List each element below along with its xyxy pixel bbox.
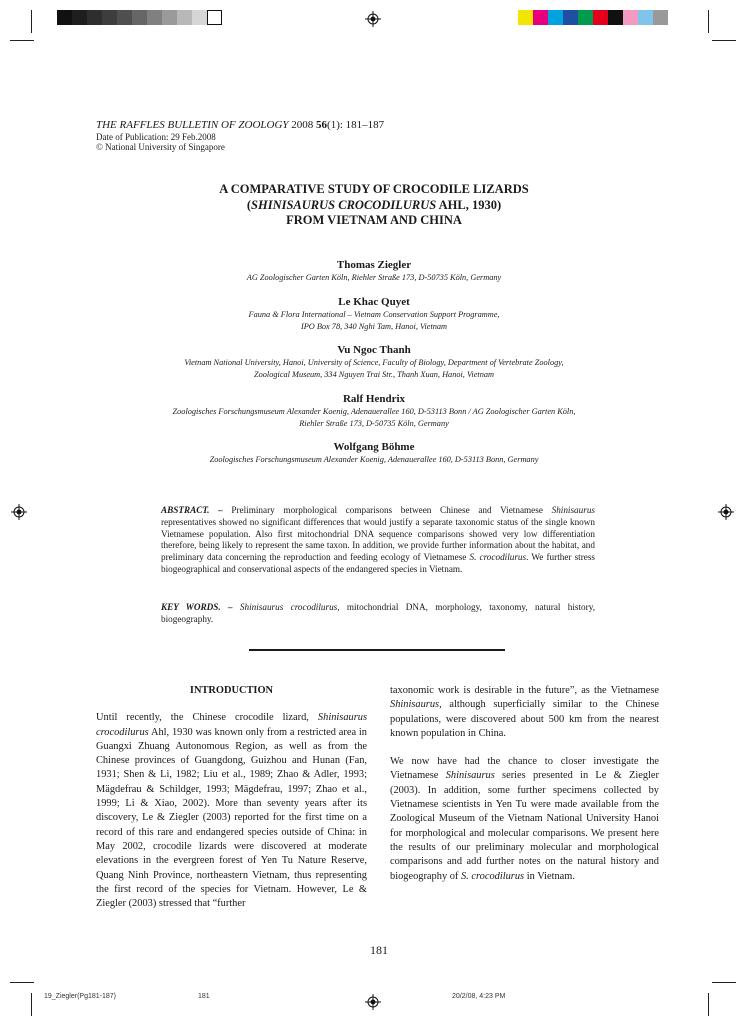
abstract-italic: S. crocodilurus xyxy=(469,552,527,563)
color-swatch xyxy=(653,10,668,25)
gray-swatch xyxy=(192,10,207,25)
color-swatch xyxy=(593,10,608,25)
journal-name: THE RAFFLES BULLETIN OF ZOOLOGY xyxy=(96,119,289,131)
author-affiliation: Zoological Museum, 334 Nguyen Trai Str., Thanh Xuan, Hanoi, Vietnam xyxy=(254,369,494,379)
column-right xyxy=(390,684,659,884)
color-swatch xyxy=(533,10,548,25)
author-3 xyxy=(96,343,652,380)
grayscale-bar xyxy=(57,10,222,25)
gray-swatch xyxy=(147,10,162,25)
color-swatch xyxy=(623,10,638,25)
slug-page: 181 xyxy=(198,993,210,1000)
paragraph-italic: Shinisaurus xyxy=(390,699,440,711)
title-authority: AHL, 1930) xyxy=(436,197,502,212)
crop-mark-top-right-h xyxy=(712,40,736,41)
crop-mark-bottom-right-v xyxy=(708,993,709,1016)
color-swatch xyxy=(563,10,578,25)
title-line-3: FROM VIETNAM AND CHINA xyxy=(286,213,462,227)
paragraph-text: Ahl, 1930 was known only from a restricted area in Guangxi Zhuang Autonomous Region, as well as from the Chinese provinces of Guangdong, Guizhou and Hunan (Fan, 1931; Shen & Li, 1982; Liu et al., 1989; Zhao & Adler, 1993; Mägdefrau & Schildger, 1993; Mägdefrau, 1997; Zhao et al., 1999; Li & Xiao, 2002). More than seventy years after its discovery, Le & Ziegler (2003) reported for the first time on a record of this rare and endangered species outside of China: in May 2002, crocodile lizards were discovered at moderate elevations in the evergreen forest of Yen Tu Nature Reserve, Quang Ninh Province, northeastern Vietnam, thus representing the first record of the species for Vietnam. However, Le & Ziegler (2003) stressed that “further xyxy=(96,726,367,910)
gray-swatch xyxy=(117,10,132,25)
gray-swatch xyxy=(87,10,102,25)
journal-citation xyxy=(96,119,384,132)
author-5 xyxy=(96,440,652,466)
slug-filename: 19_Ziegler(Pg181-187) xyxy=(44,993,116,1000)
color-swatch xyxy=(548,10,563,25)
column-left xyxy=(96,684,367,911)
author-affiliation: Zoologisches Forschungsmuseum Alexander Koenig, Adenauerallee 160, D-53113 Bonn / AG Zoologischer Garten Köln, xyxy=(172,407,576,416)
section-divider xyxy=(249,649,505,651)
author-affiliation: Zoologisches Forschungsmuseum Alexander Koenig, Adenauerallee 160, D-53113 Bonn, Germany xyxy=(209,455,539,464)
author-name: Thomas Ziegler xyxy=(336,259,412,271)
publication-date: Date of Publication: 29 Feb.2008 xyxy=(96,132,216,142)
keywords-italic: Shinisaurus crocodilurus xyxy=(239,602,338,612)
paragraph xyxy=(96,711,367,911)
paragraph xyxy=(390,684,659,741)
paragraph-text: in Vietnam. xyxy=(524,870,575,882)
paragraph-italic: S. crocodilurus xyxy=(460,870,525,882)
crop-mark-top-left-h xyxy=(10,40,34,41)
crop-mark-top-left-v xyxy=(31,10,32,33)
color-bar xyxy=(518,10,668,25)
journal-volume: 56 xyxy=(316,119,328,131)
author-name: Wolfgang Böhme xyxy=(333,441,415,453)
color-swatch xyxy=(518,10,533,25)
crop-mark-bottom-right-h xyxy=(712,982,736,983)
author-affiliation: Fauna & Flora International – Vietnam Conservation Support Programme, xyxy=(248,310,500,319)
abstract-label: ABSTRACT. – xyxy=(161,505,223,515)
gray-swatch xyxy=(177,10,192,25)
registration-mark-top-icon xyxy=(365,11,381,27)
abstract-text: representatives showed no significant differences that would justify a separate taxonomic status of the single known Vietnamese population. Also first mitochondrial DNA sequence comparisons showed very low differentiation therefore, being likely to represent the same taxon. In addition, we provide further information about the habitat, and preliminary data concerning the reproduction and feeding ecology of Vietnamese xyxy=(161,516,595,563)
gray-swatch xyxy=(207,10,222,25)
copyright-line: © National University of Singapore xyxy=(96,142,225,152)
paragraph-text: taxonomic work is desirable in the future”, as the Vietnamese xyxy=(390,685,659,696)
title-line-2 xyxy=(96,198,652,214)
keywords-text: , mitochondrial DNA, morphology, taxonomy, natural history, biogeography. xyxy=(161,602,596,624)
article-title xyxy=(96,182,652,229)
author-name: Vu Ngoc Thanh xyxy=(337,344,411,356)
title-species: SHINISAURUS CROCODILURUS xyxy=(251,197,437,212)
keywords-label: KEY WORDS. – xyxy=(161,602,233,612)
crop-mark-top-right-v xyxy=(708,10,709,33)
color-swatch xyxy=(578,10,593,25)
author-2 xyxy=(96,295,652,332)
journal-year: 2008 xyxy=(291,119,314,131)
paragraph xyxy=(390,755,659,884)
title-line-1: A COMPARATIVE STUDY OF CROCODILE LIZARDS xyxy=(219,182,529,196)
paragraph-italic: Shinisaurus crocodilurus xyxy=(96,712,367,738)
author-affiliation: IPO Box 78, 340 Nghi Tam, Hanoi, Vietnam xyxy=(300,321,448,331)
gray-swatch xyxy=(102,10,117,25)
author-4 xyxy=(96,392,652,429)
registration-mark-bottom-icon xyxy=(365,994,381,1010)
paragraph-italic: Shinisaurus xyxy=(445,770,495,782)
registration-mark-right-icon xyxy=(718,504,734,520)
author-1 xyxy=(96,258,652,284)
author-name: Ralf Hendrix xyxy=(342,393,406,405)
keywords xyxy=(161,602,595,626)
color-swatch xyxy=(608,10,623,25)
color-swatch xyxy=(638,10,653,25)
paragraph-text: , although superficially similar to the Chinese populations, were discovered about 500 km from the nearest known population in China. xyxy=(390,699,659,739)
page-number: 181 xyxy=(370,943,388,957)
gray-swatch xyxy=(72,10,87,25)
gray-swatch xyxy=(57,10,72,25)
paragraph-text: series presented in Le & Ziegler (2003). In addition, some further specimens collected by Vietnamese scientists in Yen Tu were made available from the Zoological Museum of the Vietnam National University Hanoi for morphological and molecular comparisons. We present here the results of our preliminary molecular and morphological comparisons and add further notes on the natural history and biogeography of xyxy=(390,770,659,882)
registration-mark-left-icon xyxy=(11,504,27,520)
author-affiliation: AG Zoologischer Garten Köln, Riehler Straße 173, D-50735 Köln, Germany xyxy=(246,273,502,282)
journal-issue-pages: (1): 181–187 xyxy=(327,119,385,131)
crop-mark-bottom-left-v xyxy=(31,993,32,1016)
author-affiliation: Vietnam National University, Hanoi, University of Science, Faculty of Biology, Department of Vertebrate Zoology, xyxy=(184,358,564,367)
abstract-italic: Shinisaurus xyxy=(551,505,595,515)
crop-mark-bottom-left-h xyxy=(10,982,34,983)
gray-swatch xyxy=(132,10,147,25)
journal-header xyxy=(96,119,384,152)
abstract-text: . We further stress biogeographical and conservational aspects of the endangered species in Vietnam. xyxy=(161,552,596,574)
author-name: Le Khac Quyet xyxy=(338,296,410,308)
introduction-heading: INTRODUCTION xyxy=(189,685,274,696)
paragraph-text: We now have had the chance to closer investigate the Vietnamese xyxy=(390,756,659,782)
gray-swatch xyxy=(162,10,177,25)
abstract xyxy=(161,505,595,576)
paragraph-text: Until recently, the Chinese crocodile lizard, xyxy=(96,712,318,724)
abstract-text: Preliminary morphological comparisons between Chinese and Vietnamese xyxy=(222,505,552,515)
author-affiliation: Riehler Straße 173, D-50735 Köln, Germany xyxy=(299,418,449,428)
title-paren: ( xyxy=(246,197,252,212)
slug-timestamp: 20/2/08, 4:23 PM xyxy=(452,993,506,1000)
